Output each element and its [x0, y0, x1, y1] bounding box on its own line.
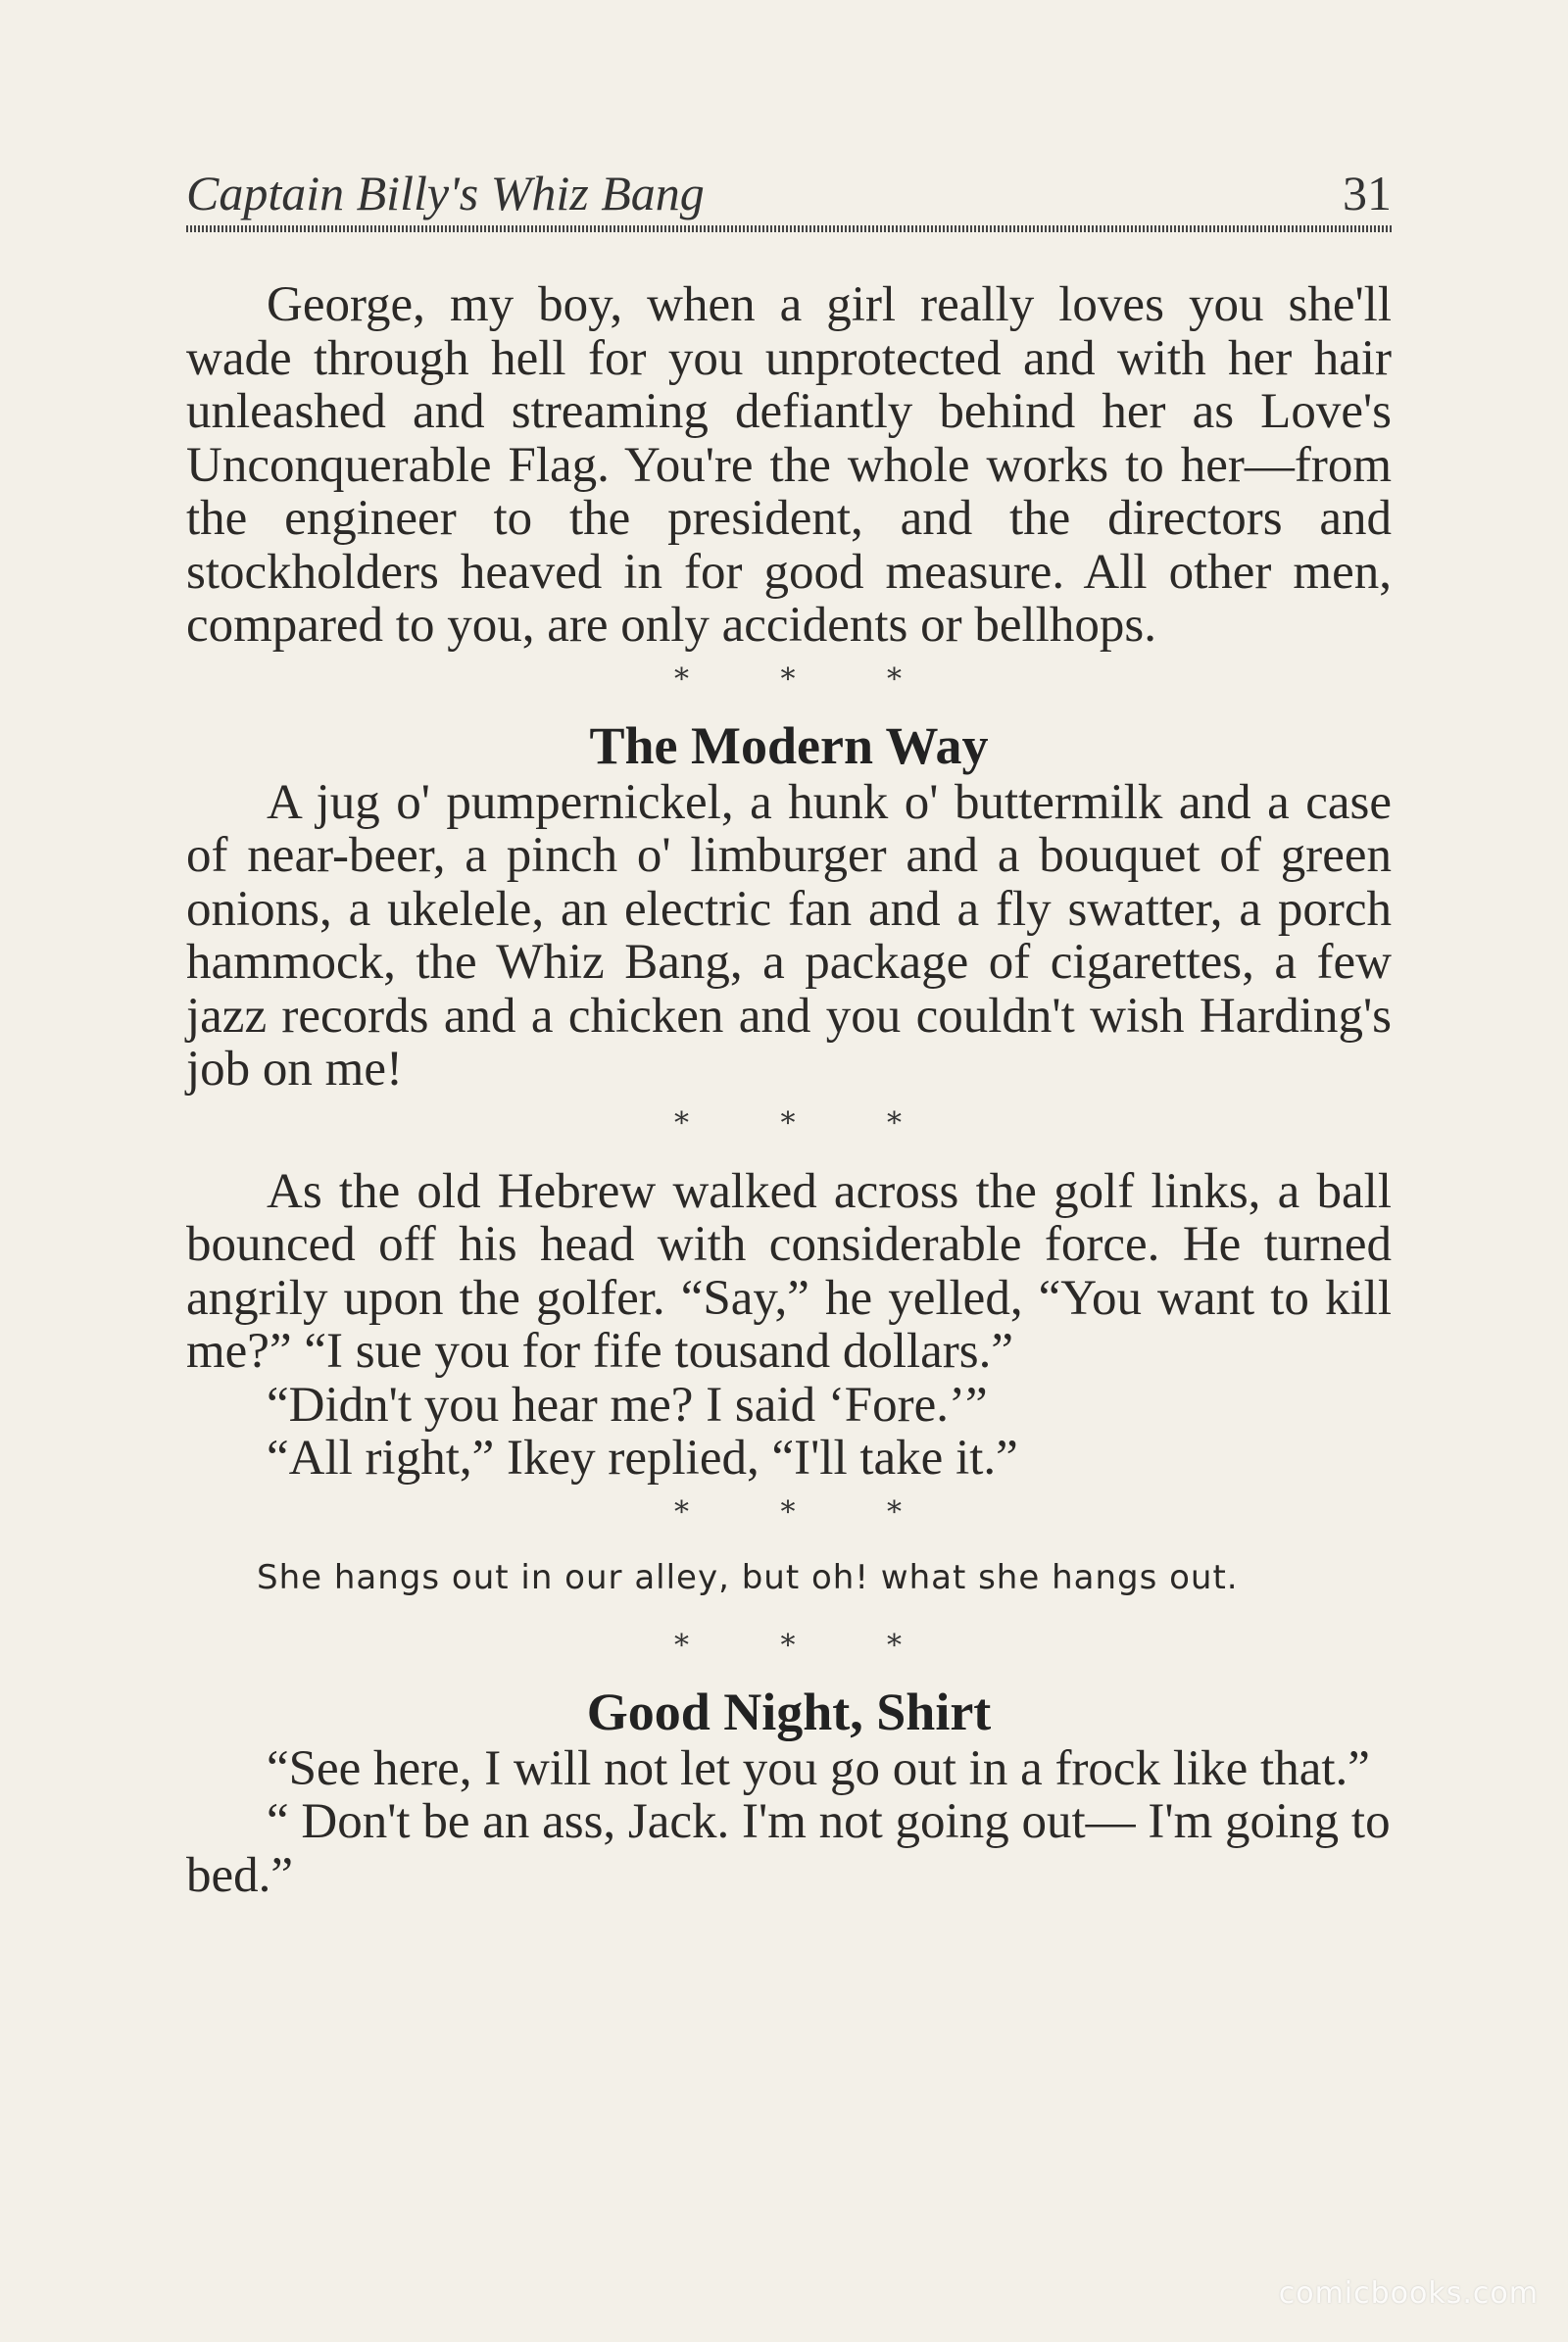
- page-number: 31: [1343, 166, 1392, 220]
- section-separator: * * *: [673, 1105, 944, 1141]
- golf-paragraph: “All right,” Ikey replied, “I'll take it.”: [267, 1431, 1018, 1486]
- page-content: [186, 278, 1392, 1902]
- running-title: Captain Billy's Whiz Bang: [186, 166, 705, 220]
- section-separator: * * *: [673, 1494, 944, 1530]
- page-header: [186, 165, 1392, 233]
- section-title-good-night-shirt: Good Night, Shirt: [586, 1682, 992, 1741]
- section-separator: * * *: [673, 661, 944, 697]
- golf-paragraph: As the old Hebrew walked across the golf links, a ball bounced off his head with considerable force. He turned angrily upon the golfer. “Say,” he yelled, “You want to kill me?” “I sue you for fife tousand dollars.”: [186, 1163, 1392, 1379]
- good-night-paragraph: “See here, I will not let you go out in a frock like that.”: [267, 1740, 1370, 1796]
- section-title-modern-way: The Modern Way: [589, 715, 989, 775]
- header-rule: [186, 225, 1392, 232]
- section-separator: * * *: [673, 1628, 944, 1663]
- golf-paragraph: “Didn't you hear me? I said ‘Fore.’”: [267, 1377, 988, 1433]
- alley-joke: She hangs out in our alley, but oh! what she hangs out.: [257, 1557, 1239, 1597]
- good-night-paragraph: “ Don't be an ass, Jack. I'm not going out— I'm going to bed.”: [186, 1794, 1391, 1903]
- watermark: comicbooks.com: [1278, 2276, 1539, 2311]
- intro-paragraph: George, my boy, when a girl really loves you she'll wade through hell for you unprotected and with her hair unleashed and streaming defiantly behind her as Love's Unconquerable Flag. You're the whole works to her—from the engineer to the president, and the directors and stockholders heaved in for good measure. All other men, compared to you, are only accidents or bellhops.: [186, 277, 1392, 653]
- modern-way-paragraph: A jug o' pumpernickel, a hunk o' buttermilk and a case of near-beer, a pinch o' limburger and a bouquet of green onions, a ukelele, an electric fan and a fly swatter, a porch hammock, the Whiz Bang, a package of cigarettes, a few jazz records and a chicken and you couldn't wish Harding's job on me!: [186, 774, 1392, 1097]
